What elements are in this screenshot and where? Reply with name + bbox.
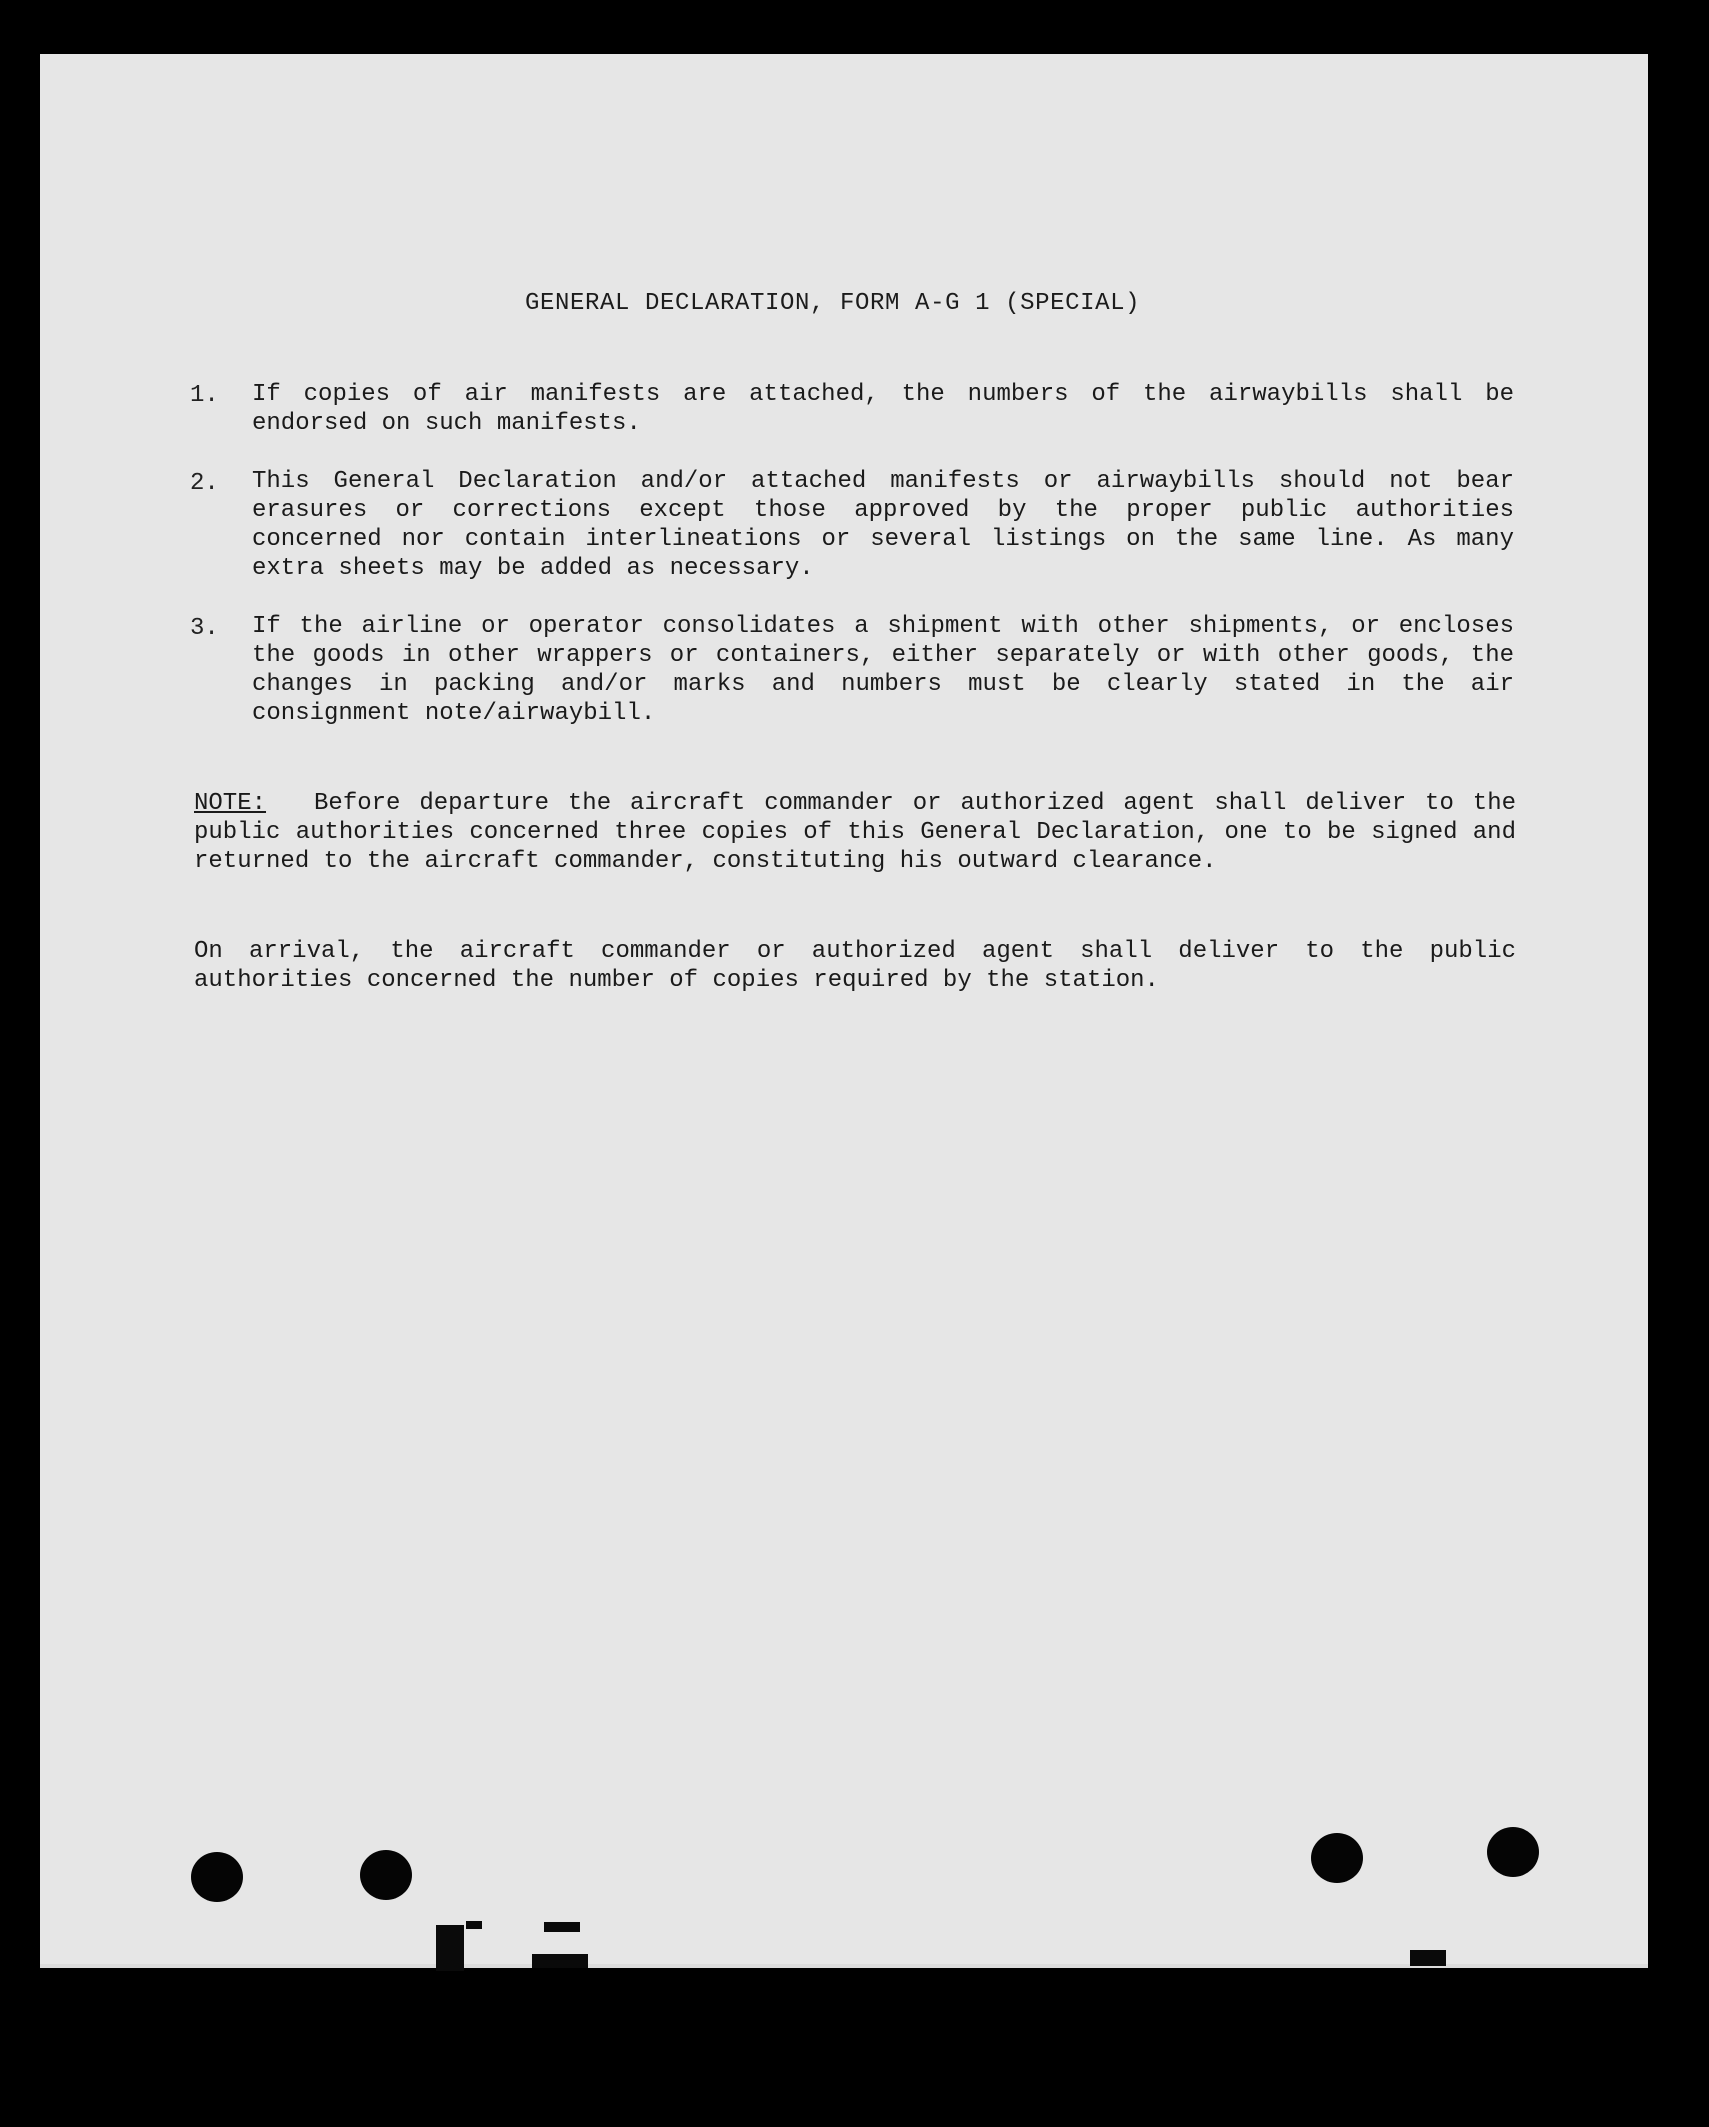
punch-hole-1 xyxy=(191,1852,243,1902)
scan-mark-2 xyxy=(466,1921,482,1929)
note-text: Before departure the aircraft commander or authorized agent shall deliver to the public authorities concerned three copies of this General Declaration, one to be signed and returned to the aircraft commander, constituting his outward clearance. xyxy=(194,790,1516,875)
note-paragraph xyxy=(194,789,1516,876)
scan-mark-4 xyxy=(532,1954,588,1968)
item-number-3: 3. xyxy=(190,615,219,642)
item-text-1: If copies of air manifests are attached, the numbers of the airwaybills shall be endorsed on such manifests. xyxy=(252,381,1514,437)
scan-mark-3 xyxy=(544,1922,580,1932)
document-title: GENERAL DECLARATION, FORM A-G 1 (SPECIAL) xyxy=(525,290,1141,317)
document-page xyxy=(40,54,1648,1968)
item-number-1: 1. xyxy=(190,382,219,409)
scan-mark-1 xyxy=(436,1925,464,1971)
punch-hole-2 xyxy=(360,1850,412,1900)
punch-hole-3 xyxy=(1311,1833,1363,1883)
scan-mark-5 xyxy=(1410,1950,1446,1966)
punch-hole-4 xyxy=(1487,1827,1539,1877)
item-text-2: This General Declaration and/or attached manifests or airwaybills should not bear erasures or corrections except those approved by the proper public authorities concerned nor contain interlineations or several listings on the same line. As many extra sheets may be added as necessary. xyxy=(252,468,1514,582)
note-label: NOTE: xyxy=(194,790,267,817)
item-number-2: 2. xyxy=(190,470,219,497)
arrival-paragraph: On arrival, the aircraft commander or authorized agent shall deliver to the public authorities concerned the number of copies required by the station. xyxy=(194,938,1516,994)
item-text-3: If the airline or operator consolidates a shipment with other shipments, or encloses the goods in other wrappers or containers, either separately or with other goods, the changes in packing and/or marks and numbers must be clearly stated in the air consignment note/airwaybill. xyxy=(252,613,1514,727)
